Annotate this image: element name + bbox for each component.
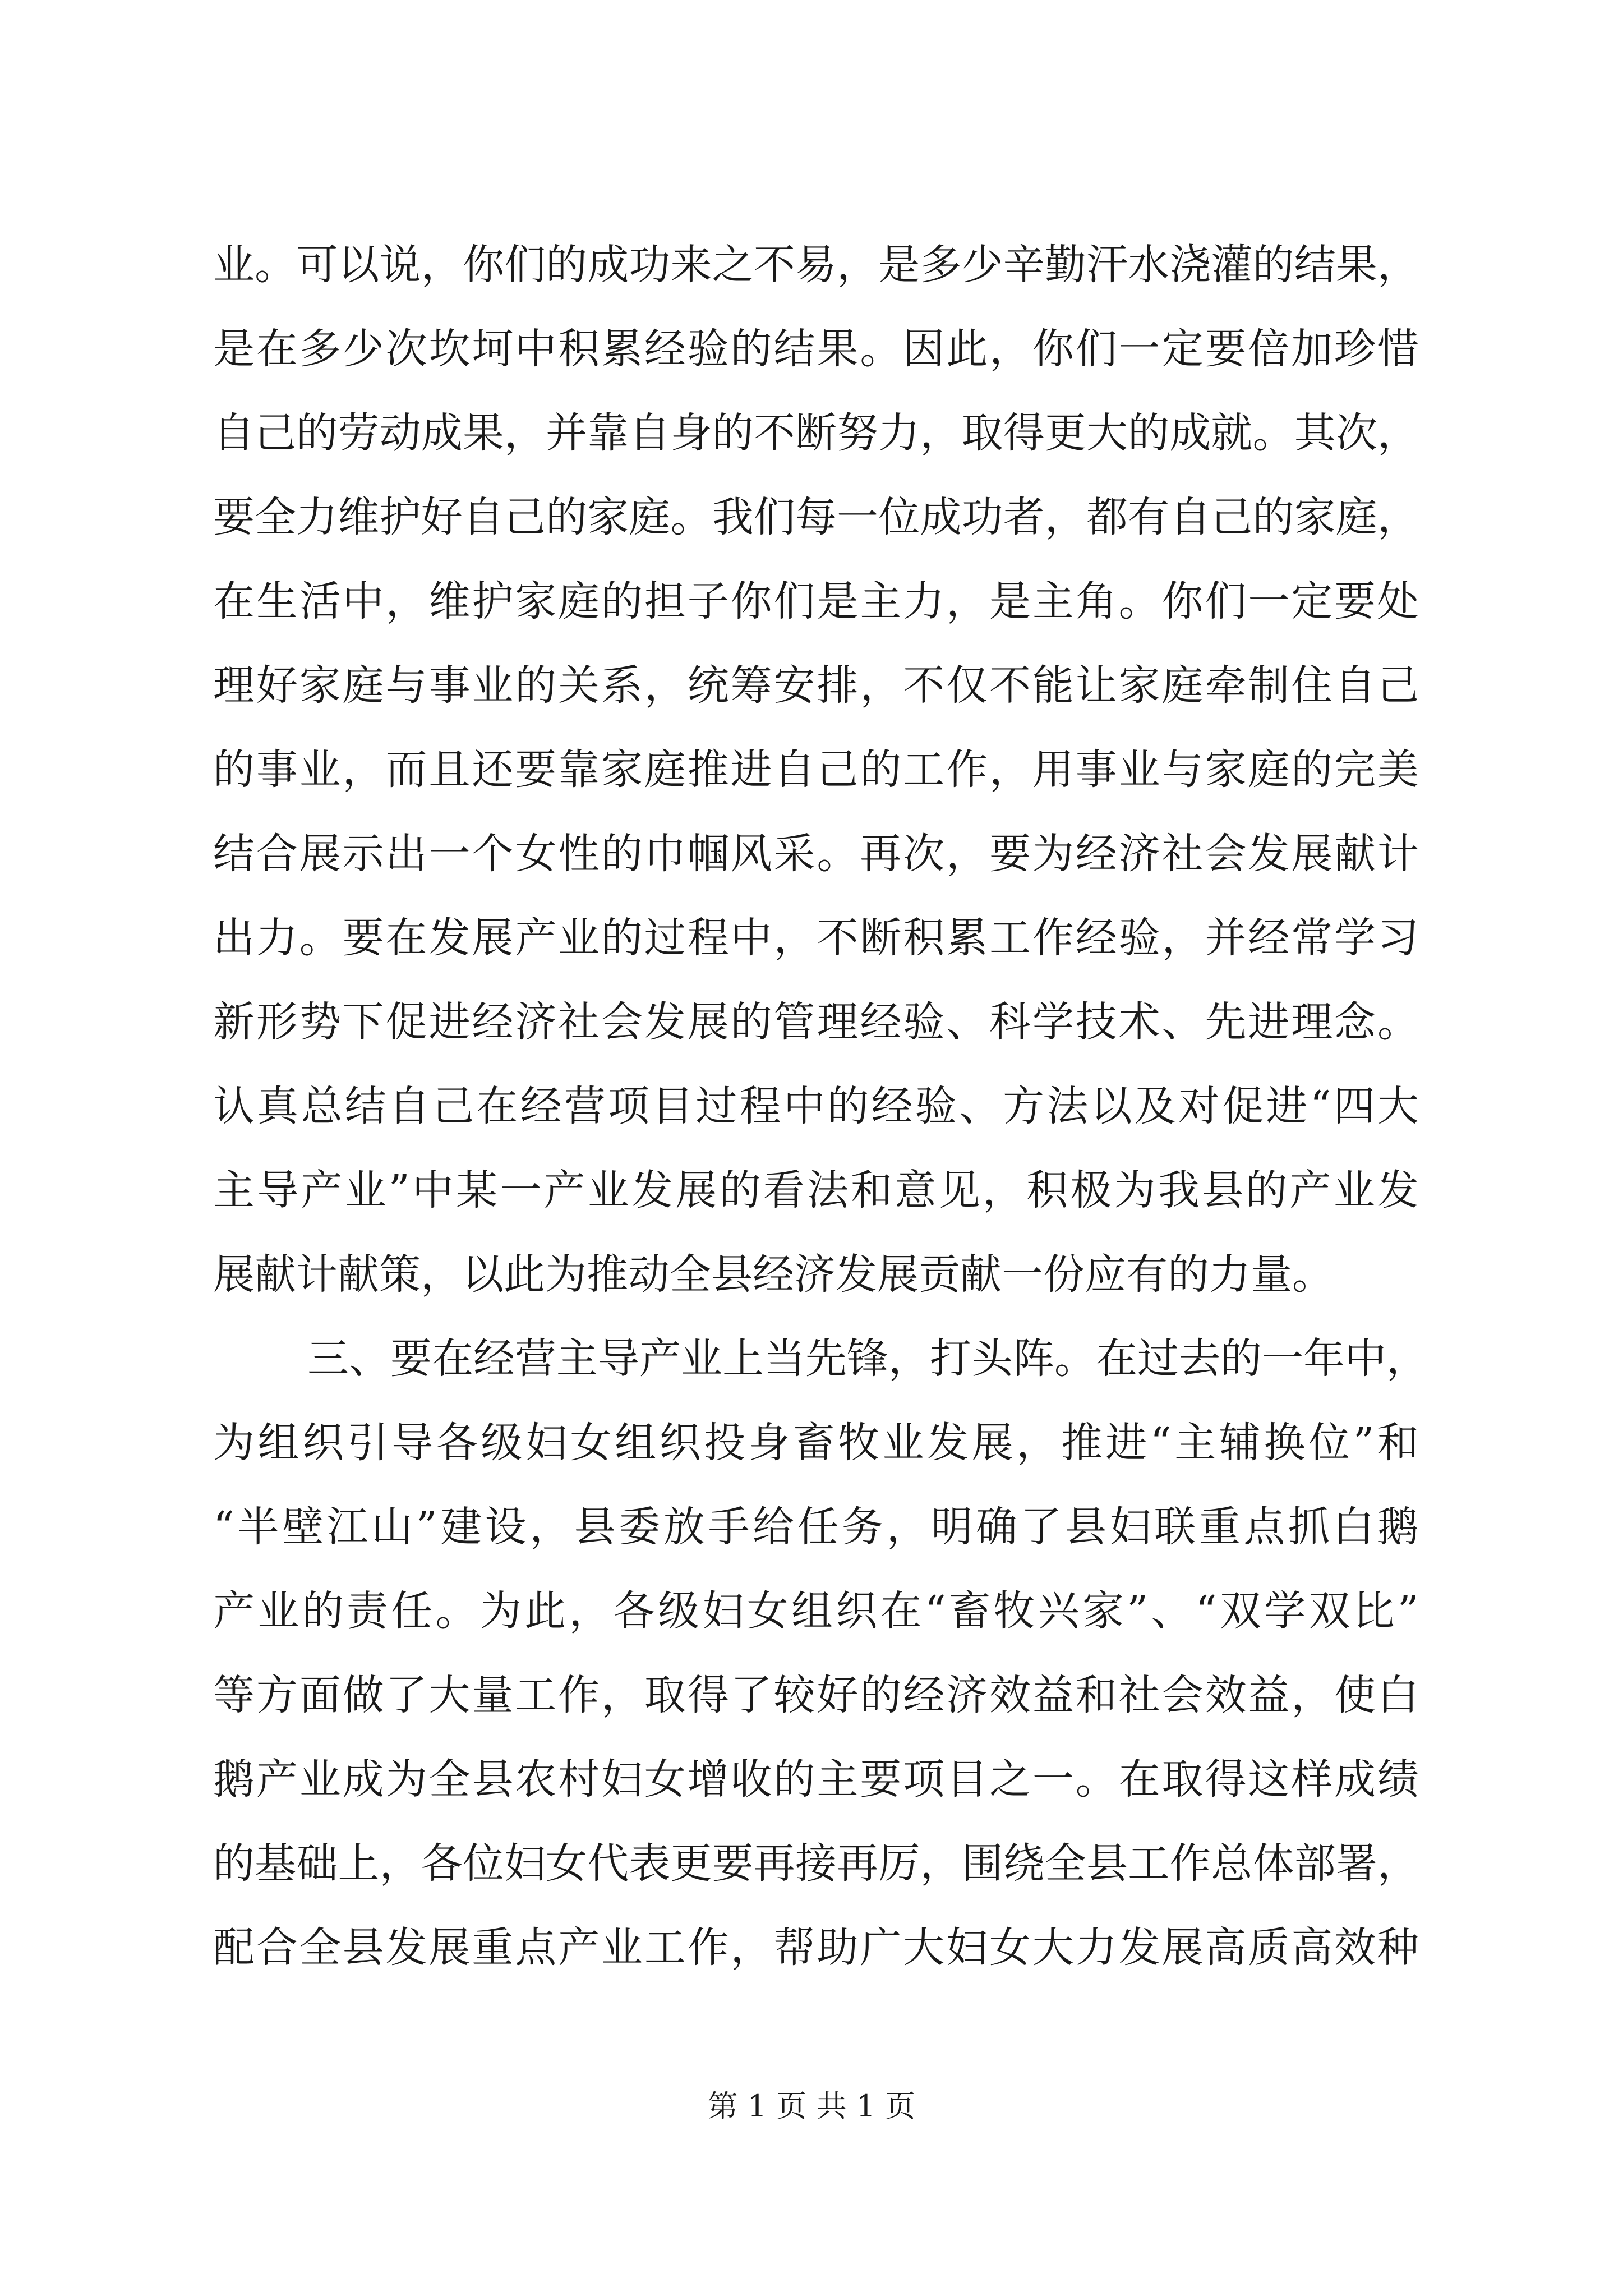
text-line: 的基础上，各位妇女代表更要再接再厉，围绕全县工作总体部署， [213,1839,1419,1888]
text-line: “半壁江山”建设，县委放手给任务，明确了县妇联重点抓白鹅 [213,1503,1419,1551]
text-line: 新形势下促进经济社会发展的管理经验、科学技术、先进理念。 [213,998,1419,1046]
text-line: 配合全县发展重点产业工作，帮助广大妇女大力发展高质高效种 [213,1924,1419,1972]
text-line: 理好家庭与事业的关系，统筹安排，不仅不能让家庭牵制住自己 [213,661,1419,710]
page-footer [0,2087,1623,2126]
text-line: 等方面做了大量工作，取得了较好的经济效益和社会效益，使白 [213,1671,1419,1719]
page-number-label: 第 1 页 共 1 页 [707,2088,916,2124]
text-line: 鹅产业成为全县农村妇女增收的主要项目之一。在取得这样成绩 [213,1755,1419,1803]
text-line: 业。可以说，你们的成功来之不易，是多少辛勤汗水浇灌的结果， [213,241,1419,289]
text-line: 为组织引导各级妇女组织投身畜牧业发展，推进“主辅换位”和 [213,1419,1419,1467]
text-line: 结合展示出一个女性的巾帼风采。再次，要为经济社会发展献计 [213,830,1419,878]
text-line: 要全力维护好自己的家庭。我们每一位成功者，都有自己的家庭， [213,493,1419,541]
paragraph-end-line: 展献计献策，以此为推动全县经济发展贡献一份应有的力量。 [213,1250,1334,1299]
text-line: 的事业，而且还要靠家庭推进自己的工作，用事业与家庭的完美 [213,746,1419,794]
text-line: 出力。要在发展产业的过程中，不断积累工作经验，并经常学习 [213,914,1419,962]
text-line: 是在多少次坎坷中积累经验的结果。因此，你们一定要倍加珍惜 [213,325,1419,373]
text-line: 在生活中，维护家庭的担子你们是主力，是主角。你们一定要处 [213,577,1419,625]
document-body [213,223,1428,1990]
text-line: 产业的责任。为此，各级妇女组织在“畜牧兴家”、“双学双比” [213,1587,1419,1635]
text-line: 认真总结自己在经营项目过程中的经验、方法以及对促进“四大 [213,1082,1419,1130]
section-heading-line: 三、要在经营主导产业上当先锋，打头阵。在过去的一年中， [307,1335,1428,1383]
text-line: 主导产业”中某一产业发展的看法和意见，积极为我县的产业发 [213,1166,1419,1214]
text-line: 自己的劳动成果，并靠自身的不断努力，取得更大的成就。其次， [213,409,1419,457]
